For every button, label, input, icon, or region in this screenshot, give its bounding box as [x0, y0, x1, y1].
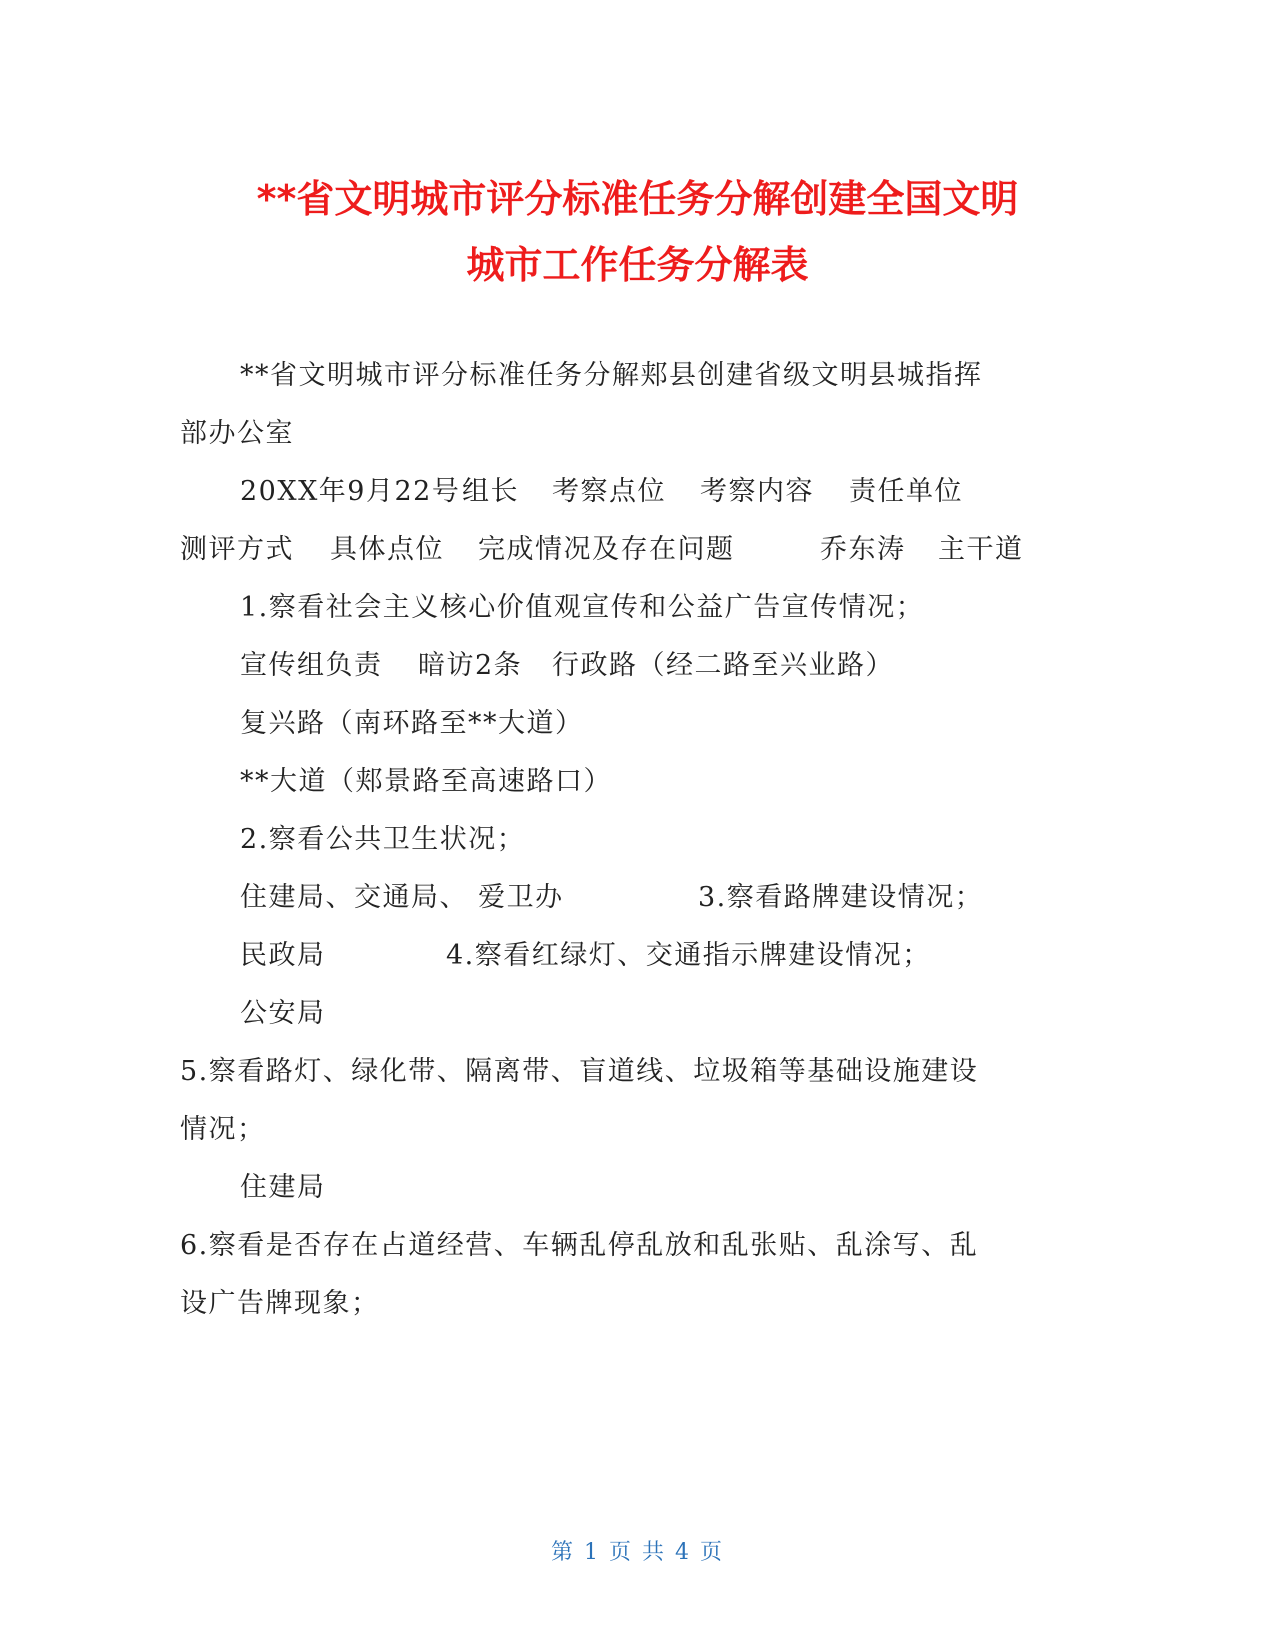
item-6-line-1: 6.察看是否存在占道经营、车辆乱停乱放和乱张贴、乱涂写、乱: [180, 1230, 979, 1261]
item-1: 1.察看社会主义核心价值观宣传和公益广告宣传情况；: [240, 592, 925, 623]
item-3-detail: [0, 936, 1275, 976]
column-kaocha-dianwei: 考察点位: [552, 476, 666, 507]
header-row-1: [0, 472, 1275, 512]
document-title-line-1: **省文明城市评分标准任务分解创建全国文明: [256, 177, 1019, 221]
column-zeren-danwei: 责任单位: [849, 476, 963, 507]
column-zuzhang: 组长: [462, 476, 519, 507]
document-title-line-2: 城市工作任务分解表: [466, 243, 809, 287]
item-1-road: 行政路（经二路至兴业路）: [552, 650, 894, 681]
item-3-dept: 民政局: [240, 940, 326, 971]
item-2: 2.察看公共卫生状况；: [240, 824, 526, 855]
item-1-visit: 暗访2条: [418, 650, 523, 681]
item-2-detail: [0, 878, 1275, 918]
paragraph-intro-line-2: 部办公室: [180, 418, 294, 449]
item-5-line-2: 情况；: [180, 1114, 266, 1145]
item-4-dept: 公安局: [240, 998, 326, 1029]
item-2-dept: 住建局、交通局、 爱卫办: [240, 882, 564, 913]
column-juti-dianwei: 具体点位: [330, 534, 444, 565]
paragraph-intro-line-1: **省文明城市评分标准任务分解郏县创建省级文明县城指挥: [240, 360, 983, 391]
road-3: **大道（郏景路至高速路口）: [240, 766, 612, 797]
date-text: 20XX年9月22号: [240, 476, 461, 507]
item-5-line-1: 5.察看路灯、绿化带、隔离带、盲道线、垃圾箱等基础设施建设: [180, 1056, 979, 1087]
item-1-detail: [0, 646, 1275, 686]
item-3: 3.察看路牌建设情况；: [698, 882, 984, 913]
road-type: 主干道: [938, 534, 1024, 565]
road-2: 复兴路（南环路至**大道）: [240, 708, 584, 739]
item-6-line-2: 设广告牌现象；: [180, 1288, 380, 1319]
item-5-dept: 住建局: [240, 1172, 326, 1203]
column-ceping-fangshi: 测评方式: [180, 534, 294, 565]
leader-name: 乔东涛: [820, 534, 906, 565]
header-row-2: [0, 530, 1275, 570]
column-kaocha-neirong: 考察内容: [700, 476, 814, 507]
column-wancheng-qingkuang: 完成情况及存在问题: [478, 534, 735, 565]
item-4: 4.察看红绿灯、交通指示牌建设情况；: [446, 940, 931, 971]
item-1-dept: 宣传组负责: [240, 650, 383, 681]
page-number-footer: 第 1 页 共 4 页: [551, 1540, 724, 1565]
